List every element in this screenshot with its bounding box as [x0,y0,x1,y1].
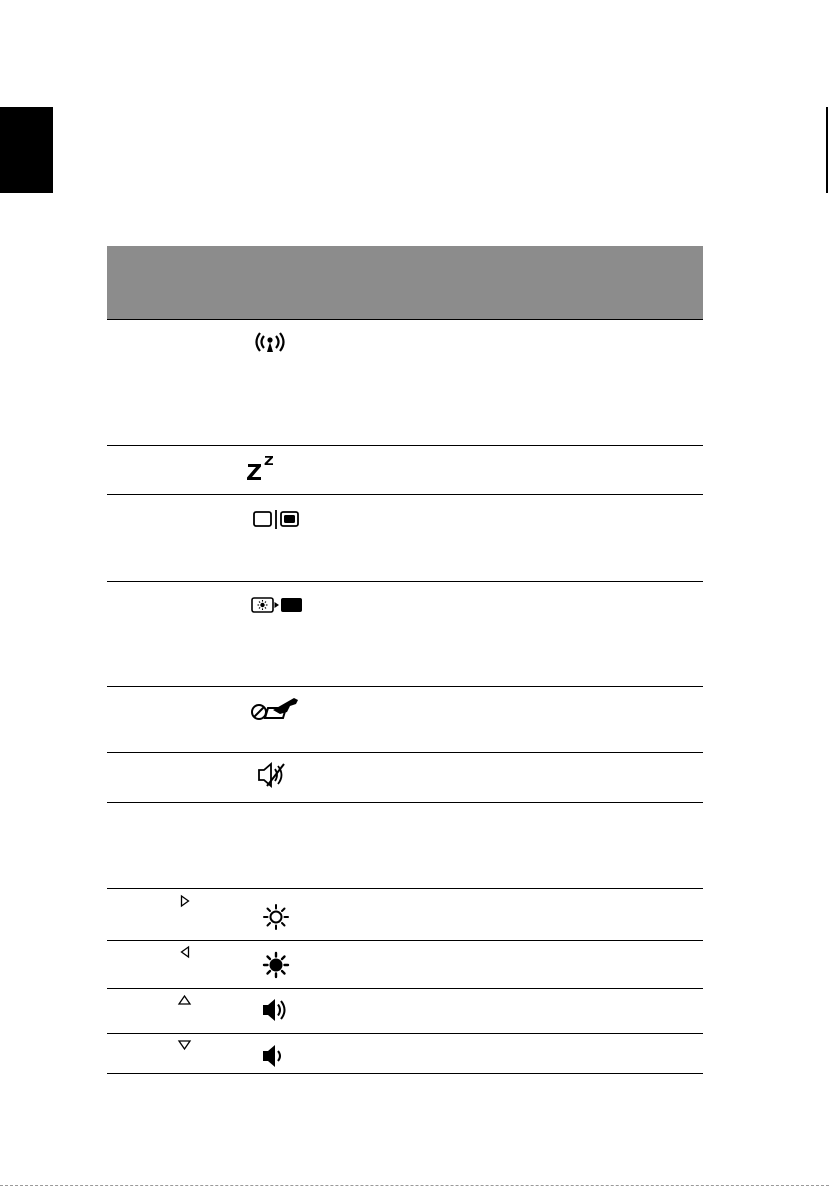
table-divider [107,888,703,889]
brightness-down-icon [262,951,290,979]
table-divider [107,494,703,495]
table-divider [107,581,703,582]
touchpad-toggle-icon [250,697,310,723]
arrow-left-icon [180,946,190,958]
arrow-up-icon [178,995,191,1005]
wireless-communication-icon [251,330,289,354]
screen-blank-icon [251,596,311,616]
table-divider [107,1033,703,1034]
arrow-down-icon [178,1040,191,1050]
volume-down-icon [262,1043,286,1069]
crop-mark [826,107,828,193]
display-toggle-icon [253,510,313,530]
volume-up-icon [262,997,290,1023]
sleep-zz-icon [246,454,276,482]
brightness-up-icon [262,903,290,931]
speaker-mute-icon [258,762,290,788]
table-header [107,246,703,319]
arrow-right-icon [180,895,190,907]
page-edge-line [0,1185,829,1186]
table-divider [107,319,703,320]
table-divider [107,445,703,446]
table-divider [107,940,703,941]
table-divider [107,752,703,753]
table-divider [107,1073,703,1074]
chapter-tab [0,107,53,193]
table-divider [107,802,703,803]
table-divider [107,988,703,989]
table-divider [107,686,703,687]
